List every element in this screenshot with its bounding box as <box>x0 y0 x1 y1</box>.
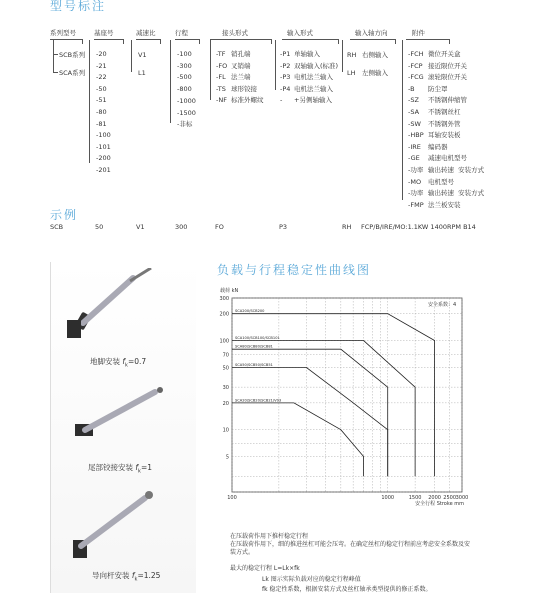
note-1: 在压载荷作用下推杆稳定行程 <box>230 533 309 540</box>
accessory-code-8: -IRE <box>408 142 421 151</box>
accessory-code-3: -B <box>408 84 415 93</box>
joint-code-list <box>216 49 227 107</box>
accessory-name-0: 微位开关盒 <box>428 50 461 58</box>
series-label-4: SCA20/SCB20/SCB21/V03 <box>235 398 282 403</box>
series-scb: SCB系列 <box>59 51 86 59</box>
base-size-6: -81 <box>96 119 107 128</box>
accessory-code-0: -FCH <box>408 50 424 58</box>
x-tick-label: 1000 <box>381 495 395 501</box>
direction-lh: LH <box>347 69 356 77</box>
bracket-line <box>160 39 161 44</box>
example-ratio: V1 <box>136 223 145 231</box>
series-label-1: SCA100/SCB100/SCB101 <box>235 336 280 341</box>
accessory-code-11: -MO <box>408 177 422 186</box>
y-tick-label: 30 <box>222 385 229 392</box>
stroke-option-6: -非标 <box>177 120 193 129</box>
x-tick-label: 2000 <box>428 495 441 501</box>
bracket-line <box>136 39 161 40</box>
x-tick-label: 2500 <box>443 495 457 501</box>
input-code-0: -P1 <box>280 50 291 58</box>
example-accessory: FCP/B/IRE/MO:1.1KW 1400RPM B14 <box>361 223 476 231</box>
base-size-list <box>96 49 111 177</box>
input-name-1: 双轴输入(标准) <box>294 61 339 70</box>
accessory-code-1: -FCP <box>408 61 423 70</box>
accessory-code-5: -SA <box>408 107 420 116</box>
input-code-2: -P3 <box>280 73 291 82</box>
joint-name-2: 法兰端 <box>231 73 251 82</box>
header-ratio: 减速比 <box>136 29 156 37</box>
joint-code-2: -FL <box>216 73 226 82</box>
base-size-10: -201 <box>96 165 111 174</box>
bracket-line <box>338 39 339 44</box>
bracket-line <box>350 39 396 40</box>
bracket-line <box>395 39 396 44</box>
y-tick-label: 300 <box>219 296 229 302</box>
stroke-option-3: -800 <box>177 85 192 94</box>
header-accessory: 附件 <box>412 29 425 37</box>
stroke-list <box>177 49 196 131</box>
rear-hinge-label: 尾部铰接安装 $f_k=1$ <box>88 463 152 475</box>
joint-code-3: -TS <box>216 84 226 93</box>
base-size-9: -200 <box>96 154 111 163</box>
input-name-2: 电机法兰输入 <box>294 73 333 82</box>
guide-rod-photo <box>55 488 195 573</box>
bracket-line <box>199 39 200 44</box>
tree-line <box>53 40 54 72</box>
direction-rh: RH <box>347 51 357 59</box>
accessory-name-5: 不锈钢丝杠 <box>428 107 461 116</box>
accessory-name-9: 减速电机型号 <box>428 154 467 163</box>
bracket-line <box>94 39 124 40</box>
example-joint: FO <box>215 223 224 231</box>
example-direction: RH <box>342 223 352 231</box>
base-size-2: -22 <box>96 73 107 82</box>
tree-line <box>402 40 403 200</box>
base-size-1: -21 <box>96 61 107 70</box>
note-5: fk 稳定性系数，根据安装方式及丝杠轴承类型提供的修正系数。 <box>262 586 432 593</box>
bracket-line <box>449 39 450 44</box>
bracket-line <box>406 39 450 40</box>
x-tick-label: 100 <box>227 495 237 501</box>
accessory-name-8: 编码器 <box>428 142 448 151</box>
series-label-2: SCA80/SCB80/SCB81 <box>235 344 273 349</box>
input-code-1: -P2 <box>280 61 291 70</box>
bracket-line <box>271 39 272 44</box>
note-4: Lk 图示实际负载对应的稳定行程峰值 <box>262 576 361 583</box>
accessory-code-4: -SZ <box>408 96 419 105</box>
accessory-code-list <box>408 49 424 211</box>
base-size-0: -20 <box>96 50 107 58</box>
tree-line <box>53 54 58 55</box>
input-code-list <box>280 49 290 107</box>
accessory-code-13: -FMP <box>408 200 424 209</box>
header-stroke: 行程 <box>175 29 188 37</box>
y-tick-label: 10 <box>222 427 229 434</box>
joint-name-3: 球形铰接 <box>231 84 257 93</box>
y-tick-label: 5 <box>225 454 229 461</box>
foot-mount-photo <box>55 268 195 358</box>
stroke-option-2: -500 <box>177 73 192 82</box>
joint-code-1: -FO <box>216 61 228 70</box>
accessory-code-2: -FCG <box>408 73 424 82</box>
ratio-l1: L1 <box>138 69 146 77</box>
tree-line <box>53 72 58 73</box>
series-label-0: SCA200/SCB200 <box>235 309 265 314</box>
tree-line <box>342 40 343 72</box>
base-size-8: -101 <box>96 142 111 151</box>
direction-lh-name: 左侧输入 <box>362 69 388 77</box>
guide-rod-label: 导向杆安装 $f_k=1.25$ <box>92 571 161 583</box>
x-tick-label: 3000 <box>455 495 469 501</box>
accessory-name-7: 耳轴安装板 <box>428 131 461 140</box>
header-joint: 接头形式 <box>222 29 248 37</box>
example-base: 50 <box>95 223 104 231</box>
tree-line <box>131 40 132 72</box>
safety-factor-annotation: 安全系数：4 <box>428 302 457 308</box>
input-code-3: -P4 <box>280 84 291 93</box>
base-size-7: -100 <box>96 131 111 140</box>
input-name-4: +另侧轴输入 <box>294 96 332 105</box>
accessory-name-4: 不锈钢伸缩管 <box>428 96 467 105</box>
accessory-code-9: -GE <box>408 154 420 163</box>
accessory-code-12: -功率 <box>408 189 424 198</box>
bracket-line <box>82 39 83 44</box>
input-name-3: 电机法兰输入 <box>294 84 333 93</box>
rear-hinge-photo <box>55 380 195 460</box>
bracket-line <box>50 39 83 40</box>
example-stroke: 300 <box>175 223 188 231</box>
accessory-name-2: 滚轮限位开关 <box>428 73 467 82</box>
chart-frame <box>232 298 462 492</box>
accessory-name-13: 法兰板安装 <box>428 200 461 209</box>
note-3: 最大的稳定行程 L=Lk×fk <box>230 565 300 572</box>
bracket-line <box>210 39 272 40</box>
tree-line <box>89 40 90 163</box>
accessory-name-6: 不锈钢外管 <box>428 119 461 128</box>
y-tick-label: 50 <box>222 365 229 372</box>
joint-name-0: 销孔端 <box>231 50 251 58</box>
accessory-name-10: 输出转速 安装方式 <box>428 165 485 174</box>
accessory-name-3: 防尘罩 <box>428 84 448 93</box>
y-tick-label: 70 <box>222 352 229 359</box>
model-notation-heading: 型号标注 <box>50 0 107 13</box>
bracket-line <box>123 39 124 44</box>
tree-line <box>210 40 211 100</box>
joint-code-0: -TF <box>216 50 226 58</box>
load-stroke-chart <box>210 280 480 510</box>
header-direction: 输入轴方向 <box>355 29 388 37</box>
example-input: P3 <box>279 223 288 231</box>
stroke-option-4: -1000 <box>177 96 196 105</box>
input-name-0: 单轴输入 <box>294 50 320 58</box>
y-axis-label: 载荷 kN <box>220 288 239 294</box>
example-series: SCB <box>50 223 64 231</box>
accessory-name-list <box>428 49 484 211</box>
x-axis-label: 安全行程 Stroke mm <box>415 501 464 507</box>
accessory-code-7: -HBP <box>408 131 424 140</box>
stroke-option-5: -1500 <box>177 108 196 117</box>
header-series: 系列型号 <box>50 29 76 37</box>
y-tick-label: 200 <box>219 311 229 318</box>
series-sca: SCA系列 <box>59 69 86 77</box>
bracket-line <box>282 39 339 40</box>
base-size-5: -80 <box>96 107 107 116</box>
joint-name-4: 标准外螺纹 <box>231 96 264 105</box>
input-code-4: - <box>280 96 283 105</box>
stroke-option-0: -100 <box>177 50 192 58</box>
ratio-v1: V1 <box>138 51 147 59</box>
joint-name-1: 叉销端 <box>231 61 251 70</box>
accessory-name-11: 电机型号 <box>428 177 454 186</box>
header-input: 输入形式 <box>287 29 313 37</box>
accessory-name-1: 接近限位开关 <box>428 61 467 70</box>
note-2: 在压载荷作用下，细的推进丝杠可能会压弯。在确定丝杠的稳定行程前应考虑安全系数及安装方式。 <box>230 541 471 556</box>
y-tick-label: 100 <box>219 338 229 345</box>
joint-code-4: -NF <box>216 96 227 105</box>
chart-heading: 负载与行程稳定性曲线图 <box>217 263 372 277</box>
stroke-option-1: -300 <box>177 61 192 70</box>
input-name-list <box>294 49 338 107</box>
tree-line <box>275 40 276 90</box>
base-size-4: -51 <box>96 96 107 105</box>
y-tick-label: 20 <box>222 400 229 407</box>
joint-name-list <box>231 49 264 107</box>
accessory-code-10: -功率 <box>408 165 424 174</box>
accessory-name-12: 输出转速 安装方式 <box>428 189 485 198</box>
base-size-3: -50 <box>96 84 107 93</box>
x-tick-label: 1500 <box>408 495 422 501</box>
example-heading: 示例 <box>50 208 79 222</box>
bracket-line <box>175 39 200 40</box>
series-label-3: SCA50/SCB50/SCB51 <box>235 362 273 367</box>
accessory-code-6: -SW <box>408 119 421 128</box>
direction-rh-name: 右侧输入 <box>362 51 388 59</box>
tree-line <box>170 40 171 123</box>
foot-mount-label: 地脚安装 $f_k=0.7$ <box>90 357 147 369</box>
header-base: 基座号 <box>94 29 114 37</box>
